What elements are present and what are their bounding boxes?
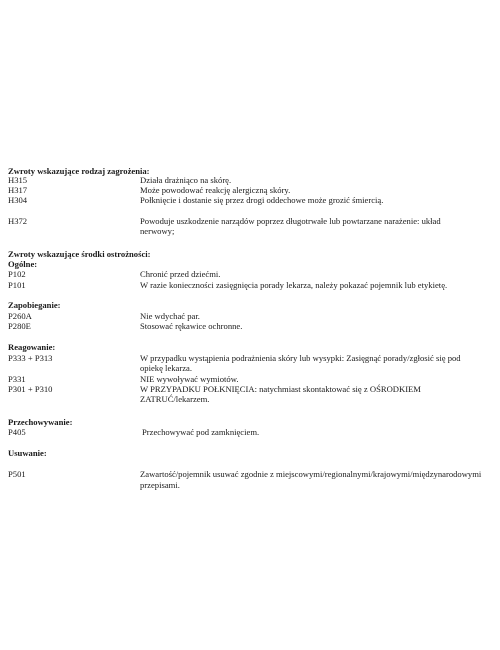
general-code-p101: P101 <box>8 280 26 290</box>
response-text-p301-line1: W PRZYPADKU POŁKNIĘCIA: natychmiast skontaktować się z OŚRODKIEM <box>140 384 421 394</box>
hazard-code-h317: H317 <box>8 185 28 195</box>
hazard-code-h372: H372 <box>8 216 28 226</box>
disposal-heading: Usuwanie: <box>8 448 47 458</box>
prevention-code-p260a: P260A <box>8 311 32 321</box>
hazard-code-h315: H315 <box>8 175 28 185</box>
hazard-text-h317: Może powodować reakcję alergiczną skóry. <box>140 185 291 195</box>
disposal-text-p501-line2: przepisami. <box>140 480 180 490</box>
storage-code-p405: P405 <box>8 427 26 437</box>
general-text-p101: W razie konieczności zasięgnięcia porady lekarza, należy pokazać pojemnik lub etykietę. <box>140 280 448 290</box>
storage-heading: Przechowywanie: <box>8 417 73 427</box>
response-code-p331: P331 <box>8 374 26 384</box>
general-heading: Ogólne: <box>8 259 38 269</box>
response-code-p333: P333 + P313 <box>8 353 53 363</box>
prevention-heading: Zapobieganie: <box>8 300 61 310</box>
general-text-p102: Chronić przed dziećmi. <box>140 269 221 279</box>
disposal-code-p501: P501 <box>8 469 26 479</box>
response-text-p301-line2: ZATRUĆ/lekarzem. <box>140 394 210 404</box>
precaution-heading: Zwroty wskazujące środki ostrożności: <box>8 249 151 259</box>
hazard-text-h372-line2: nerwowy; <box>140 226 175 236</box>
disposal-text-p501-line1: Zawartość/pojemnik usuwać zgodnie z miejscowymi/regionalnymi/krajowymi/międzynarodowymi <box>140 469 482 479</box>
hazard-text-h372-line1: Powoduje uszkodzenie narządów poprzez długotrwałe lub powtarzane narażenie: układ <box>140 216 441 226</box>
hazard-text-h315: Działa drażniąco na skórę. <box>140 175 232 185</box>
response-heading: Reagowanie: <box>8 342 56 352</box>
general-code-p102: P102 <box>8 269 26 279</box>
hazard-text-h304: Połknięcie i dostanie się przez drogi oddechowe może grozić śmiercią. <box>140 195 384 205</box>
hazard-heading: Zwroty wskazujące rodzaj zagrożenia: <box>8 166 150 176</box>
response-code-p301: P301 + P310 <box>8 384 53 394</box>
response-text-p333-line1: W przypadku wystąpienia podrażnienia skóry lub wysypki: Zasięgnąć porady/zgłosić się pod <box>140 353 461 363</box>
response-text-p331: NIE wywoływać wymiotów. <box>140 374 239 384</box>
hazard-code-h304: H304 <box>8 195 28 205</box>
storage-text-p405: Przechowywać pod zamknięciem. <box>142 427 260 437</box>
prevention-text-p280e: Stosować rękawice ochronne. <box>140 321 243 331</box>
prevention-text-p260a: Nie wdychać par. <box>140 311 200 321</box>
response-text-p333-line2: opiekę lekarza. <box>140 363 193 373</box>
prevention-code-p280e: P280E <box>8 321 31 331</box>
